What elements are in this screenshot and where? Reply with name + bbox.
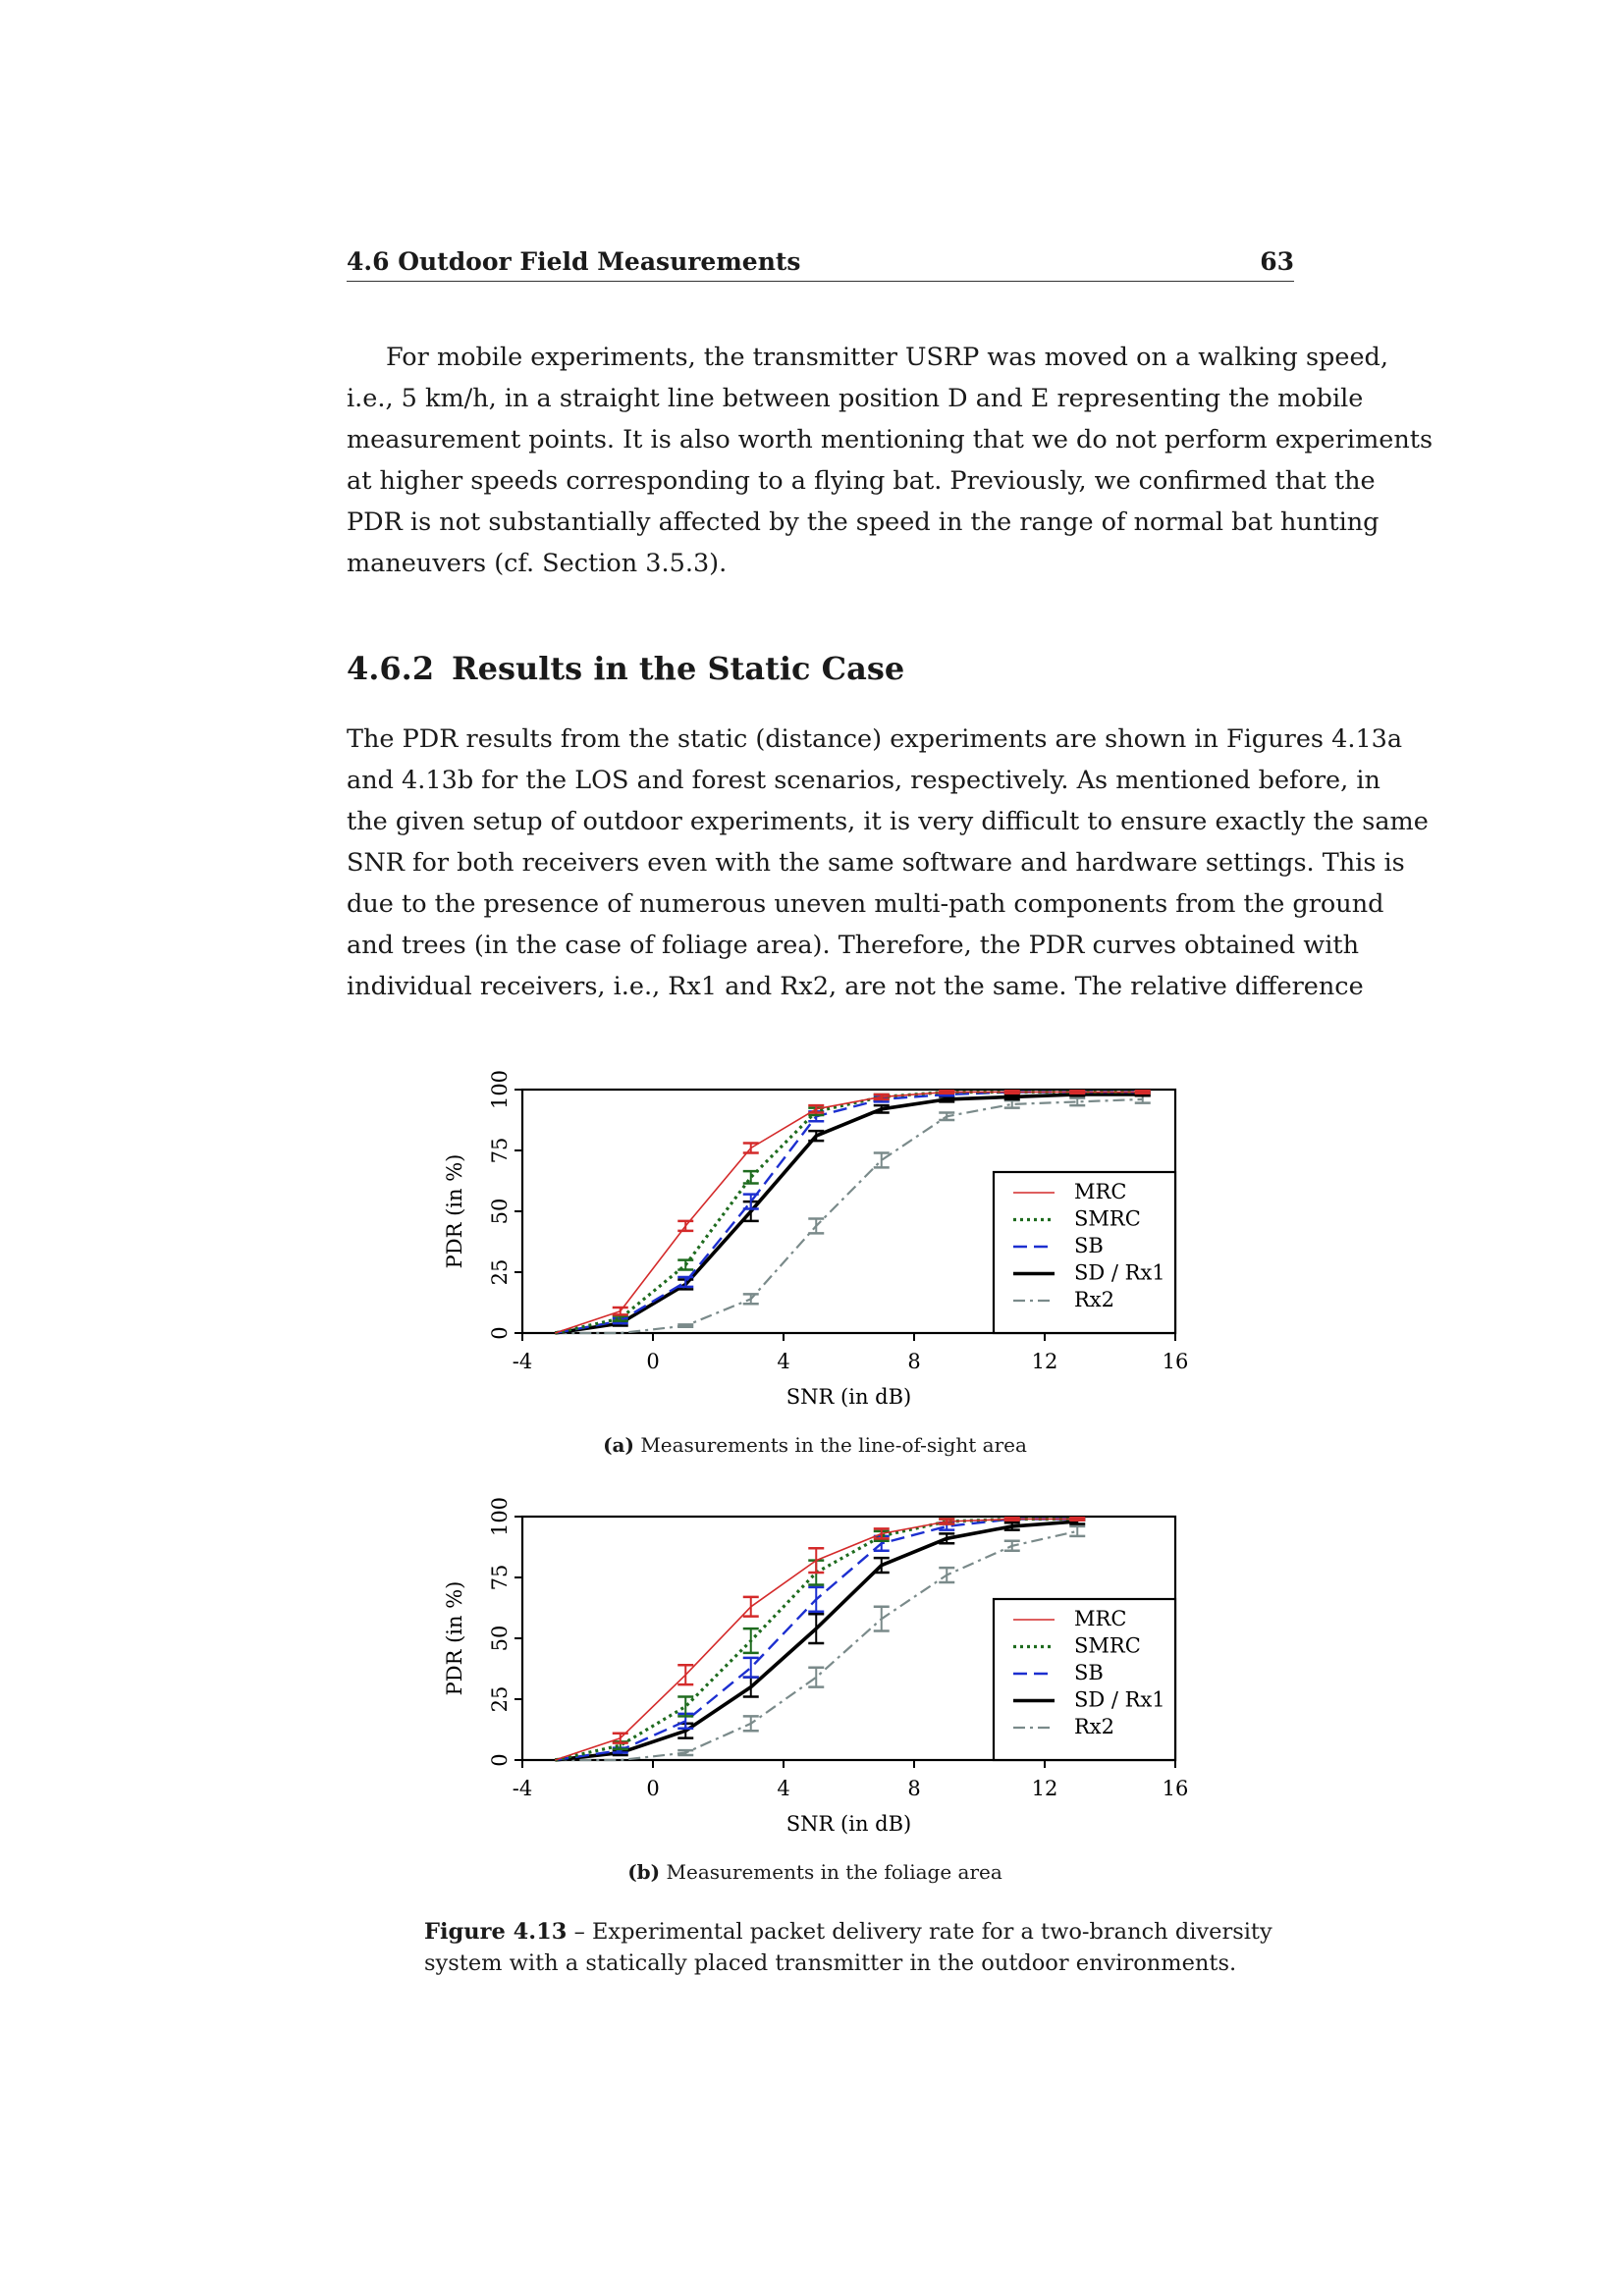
subfigure-label: (b) — [627, 1860, 661, 1884]
error-bar — [743, 1294, 759, 1304]
error-bar — [677, 1324, 693, 1326]
x-tick-label: -4 — [512, 1350, 533, 1373]
text-line: measurement points. It is also worth mentioning that we do not perform experiments — [347, 425, 1434, 454]
x-tick-label: 16 — [1162, 1350, 1189, 1373]
error-bar — [808, 1614, 824, 1643]
legend-label: SD / Rx1 — [1074, 1260, 1165, 1285]
subfigure-caption-a — [422, 1433, 1208, 1457]
x-tick-label: 16 — [1162, 1777, 1189, 1800]
paragraph-mobile-experiments — [347, 337, 1434, 584]
legend-label: SB — [1074, 1661, 1104, 1684]
subfigure-caption-text: Measurements in the line-of-sight area — [640, 1433, 1027, 1457]
legend-label: Rx2 — [1074, 1288, 1115, 1311]
y-tick-label: 75 — [488, 1137, 512, 1164]
error-bar — [743, 1716, 759, 1731]
error-bar — [939, 1568, 954, 1582]
x-tick-label: 4 — [777, 1777, 790, 1800]
y-tick-label: 25 — [488, 1685, 512, 1713]
figure-caption-line: system with a statically placed transmitter in the outdoor environments. — [424, 1950, 1237, 1976]
text-line: SNR for both receivers even with the same software and hardware settings. This is — [347, 848, 1405, 878]
error-bar — [1004, 1091, 1020, 1093]
figure-caption-line: – Experimental packet delivery rate for a two-branch diversity — [573, 1919, 1272, 1945]
y-tick-label: 0 — [488, 1326, 512, 1340]
y-tick-label: 75 — [488, 1564, 512, 1591]
text-line: the given setup of outdoor experiments, it is very difficult to ensure exactly the same — [347, 807, 1429, 836]
section-number: 4.6.2 — [347, 650, 435, 687]
error-bar — [1135, 1091, 1151, 1093]
subfigure-caption-b — [422, 1860, 1208, 1884]
error-bar — [874, 1152, 890, 1167]
x-tick-label: 0 — [646, 1350, 660, 1373]
x-tick-label: 12 — [1031, 1777, 1058, 1800]
text-line: and 4.13b for the LOS and forest scenarios, respectively. As mentioned before, in — [347, 766, 1380, 795]
legend-label: SB — [1074, 1234, 1104, 1257]
legend-label: Rx2 — [1074, 1715, 1115, 1738]
y-tick-label: 100 — [488, 1496, 512, 1537]
error-bar — [808, 1218, 824, 1233]
text-line: maneuvers (cf. Section 3.5.3). — [347, 549, 728, 578]
section-title: Results in the Static Case — [452, 650, 905, 687]
legend-label: SMRC — [1074, 1633, 1141, 1658]
section-heading — [347, 650, 904, 687]
y-axis-label: PDR (in %) — [443, 1153, 466, 1269]
text-line: individual receivers, i.e., Rx1 and Rx2, are not the same. The relative difference — [347, 972, 1364, 1001]
legend — [994, 1172, 1175, 1333]
x-tick-label: 8 — [907, 1350, 921, 1373]
page-number: 63 — [1260, 247, 1294, 276]
y-axis-label: PDR (in %) — [443, 1580, 466, 1696]
text-line: at higher speeds corresponding to a flying bat. Previously, we confirmed that the — [347, 466, 1376, 496]
x-tick-label: 12 — [1031, 1350, 1058, 1373]
error-bar — [939, 1091, 954, 1093]
paragraph-static-results — [347, 719, 1429, 1007]
legend-label: MRC — [1074, 1607, 1127, 1630]
legend-label: MRC — [1074, 1180, 1127, 1203]
error-bar — [743, 1629, 759, 1653]
legend-label: SD / Rx1 — [1074, 1687, 1165, 1712]
text-line: The PDR results from the static (distance) experiments are shown in Figures 4.13a — [347, 724, 1403, 754]
error-bar — [1004, 1518, 1020, 1520]
figure-label: Figure 4.13 — [424, 1919, 568, 1945]
y-tick-label: 25 — [488, 1258, 512, 1286]
text-line: For mobile experiments, the transmitter USRP was moved on a walking speed, — [386, 343, 1388, 372]
text-line: i.e., 5 km/h, in a straight line between position D and E representing the mobile — [347, 384, 1364, 413]
error-bar — [1069, 1526, 1085, 1536]
error-bar — [743, 1171, 759, 1183]
subfigure-label: (a) — [603, 1433, 634, 1457]
text-line: due to the presence of numerous uneven multi-path components from the ground — [347, 889, 1384, 919]
header-title: 4.6 Outdoor Field Measurements — [347, 247, 801, 276]
error-bar — [808, 1668, 824, 1687]
legend — [994, 1599, 1175, 1760]
text-line: PDR is not substantially affected by the speed in the range of normal bat hunting — [347, 507, 1380, 537]
running-header — [347, 243, 1294, 282]
subfigure-caption-text: Measurements in the foliage area — [666, 1860, 1002, 1884]
y-tick-label: 50 — [488, 1625, 512, 1652]
x-tick-label: 0 — [646, 1777, 660, 1800]
text-line: and trees (in the case of foliage area). Therefore, the PDR curves obtained with — [347, 931, 1360, 960]
error-bar — [808, 1587, 824, 1612]
x-tick-label: -4 — [512, 1777, 533, 1800]
legend-label: SMRC — [1074, 1206, 1141, 1231]
error-bar — [677, 1221, 693, 1231]
error-bar — [1069, 1518, 1085, 1520]
chart-los — [432, 1060, 1198, 1453]
error-bar — [1069, 1091, 1085, 1093]
x-tick-label: 8 — [907, 1777, 921, 1800]
chart-foliage — [432, 1487, 1198, 1880]
error-bar — [1004, 1541, 1020, 1551]
x-axis-label: SNR (in dB) — [785, 1812, 912, 1836]
x-tick-label: 4 — [777, 1350, 790, 1373]
figure-caption — [424, 1916, 1272, 1979]
error-bar — [874, 1607, 890, 1631]
y-tick-label: 50 — [488, 1198, 512, 1225]
error-bar — [613, 1308, 628, 1314]
y-tick-label: 0 — [488, 1753, 512, 1767]
x-axis-label: SNR (in dB) — [785, 1385, 912, 1409]
y-tick-label: 100 — [488, 1069, 512, 1110]
